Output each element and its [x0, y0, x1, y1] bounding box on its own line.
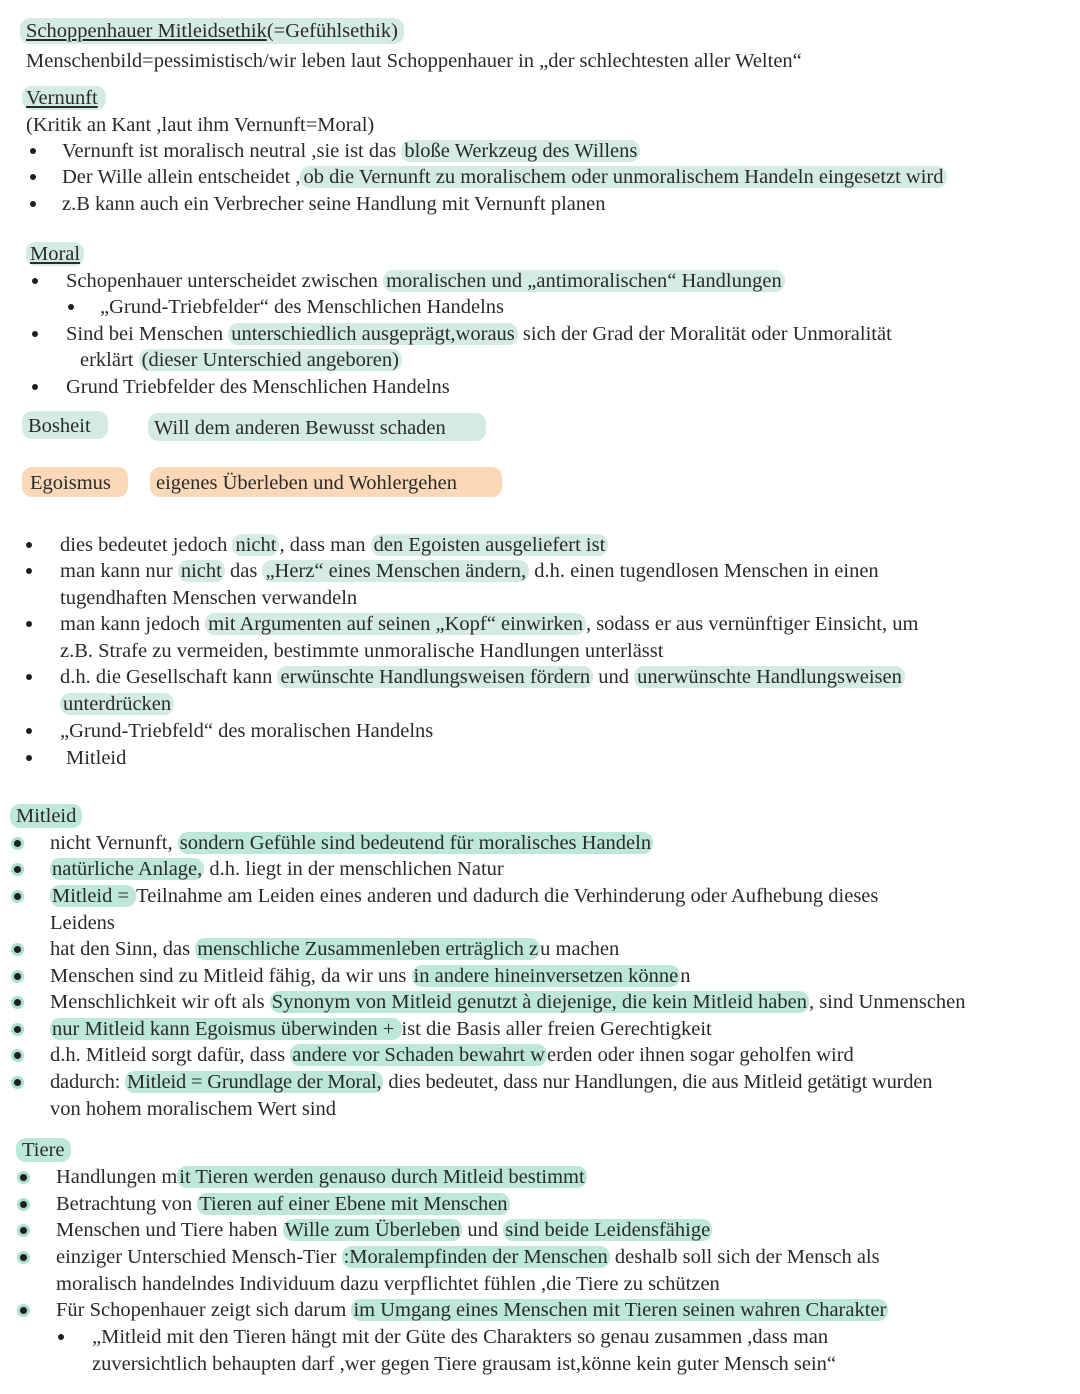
mitleid-heading: Mitleid	[10, 803, 82, 829]
bullet-dot	[14, 866, 21, 873]
quote-line: „Mitleid mit den Tieren hängt mit der Güte des Charakters so genau zusammen ,dass man	[92, 1326, 829, 1348]
bullet-dot	[14, 999, 21, 1006]
egoismus-text: eigenes Überleben und Wohlergehen	[156, 472, 458, 494]
bullet-dot	[26, 542, 32, 548]
bullet-dot	[32, 331, 38, 337]
list-item-continued: z.B. Strafe zu vermeiden, bestimmte unmoralische Handlungen unterlässt	[60, 640, 664, 662]
egoismus-label: Egoismus	[30, 472, 111, 494]
list-item: man kann jedoch mit Argumenten auf seinen „Kopf“ einwirken , sodass er aus vernünftiger Einsicht, um	[60, 613, 919, 635]
title-sub: (=Gefühlsethik)	[266, 20, 398, 42]
bullet-dot	[14, 1026, 21, 1033]
list-item-continued: von hohem moralischem Wert sind	[50, 1098, 337, 1120]
bullet-dot	[14, 1052, 21, 1059]
bosheit-text: Will dem anderen Bewusst schaden	[154, 417, 446, 439]
list-item: Grund Triebfelder des Menschlichen Handelns	[66, 376, 450, 398]
bullet-dot	[26, 728, 32, 734]
bullet-dot	[58, 1334, 64, 1340]
list-item: Mitleid = Teilnahme am Leiden eines anderen und dadurch die Verhinderung oder Aufhebung dieses	[52, 885, 879, 907]
list-item: natürliche Anlage, d.h. liegt in der menschlichen Natur	[52, 858, 504, 880]
bullet-dot	[14, 1079, 21, 1086]
list-item-continued: tugendhaften Menschen verwandeln	[60, 587, 358, 609]
bullet-dot	[20, 1174, 27, 1181]
bullet-dot	[30, 148, 36, 154]
list-item: dies bedeutet jedoch nicht , dass man den Egoisten ausgeliefert ist	[60, 532, 608, 558]
bullet-dot	[14, 840, 21, 847]
list-item: nur Mitleid kann Egoismus überwinden + ist die Basis aller freien Gerechtigkeit	[52, 1018, 712, 1040]
bullet-dot	[32, 278, 38, 284]
bosheit-label: Bosheit	[28, 415, 91, 437]
title-main: Schoppenhauer Mitleidsethik	[26, 20, 267, 42]
list-item: Der Wille allein entscheidet , ob die Vernunft zu moralischem oder unmoralischem Handeln eingesetzt wird	[62, 164, 947, 190]
quote-line: zuversichtlich behaupten darf ,wer gegen Tiere grausam ist,könne kein guter Mensch sein“	[92, 1353, 837, 1375]
list-item: Menschen sind zu Mitleid fähig, da wir uns in andere hineinversetzen können	[50, 965, 691, 987]
list-item: „Grund-Triebfeld“ des moralischen Handelns	[60, 720, 434, 742]
list-item: Für Schopenhauer zeigt sich darum im Umgang eines Menschen mit Tieren seinen wahren Charakter	[56, 1299, 887, 1321]
vernunft-heading: Vernunft	[22, 85, 106, 111]
list-item: d.h. Mitleid sorgt dafür, dass andere vor Schaden bewahrt werden oder ihnen sogar geholfen wird	[50, 1044, 854, 1066]
list-item: Handlungen mit Tieren werden genauso durch Mitleid bestimmt	[56, 1166, 585, 1188]
bullet-dot	[20, 1254, 27, 1261]
bullet-dot	[14, 973, 21, 980]
moral-heading: Moral	[26, 241, 84, 267]
list-item: Menschen und Tiere haben Wille zum Überleben und sind beide Leidensfähige	[56, 1219, 711, 1241]
list-item: Mitleid	[66, 747, 127, 769]
list-item: d.h. die Gesellschaft kann erwünschte Handlungsweisen fördern und unerwünschte Handlungsweisen	[60, 664, 905, 690]
vernunft-intro: (Kritik an Kant ,laut ihm Vernunft=Moral)	[26, 114, 375, 136]
list-item: Vernunft ist moralisch neutral ,sie ist das bloße Werkzeug des Willens	[62, 138, 640, 164]
bullet-dot	[20, 1201, 27, 1208]
bullet-dot	[20, 1227, 27, 1234]
list-item-continued: Leidens	[50, 912, 115, 934]
bullet-dot	[14, 893, 21, 900]
tiere-heading: Tiere	[16, 1137, 71, 1163]
page-title	[20, 18, 404, 44]
list-item: dadurch: Mitleid = Grundlage der Moral, dies bedeutet, dass nur Handlungen, die aus Mitleid getätigt wurden	[50, 1071, 933, 1093]
list-item: Menschlichkeit wir oft als Synonym von Mitleid genutzt à diejenige, die kein Mitleid haben, sind Unmenschen	[50, 991, 966, 1013]
bullet-dot	[26, 621, 32, 627]
bullet-dot	[68, 304, 74, 310]
list-item: z.B kann auch ein Verbrecher seine Handlung mit Vernunft planen	[62, 193, 606, 215]
list-item: Betrachtung von Tieren auf einer Ebene mit Menschen	[56, 1193, 508, 1215]
list-item: Sind bei Menschen unterschiedlich ausgeprägt,woraus sich der Grad der Moralität oder Unmoralität	[66, 323, 892, 345]
bullet-dot	[30, 201, 36, 207]
list-item-continued: unterdrücken	[60, 691, 174, 717]
bullet-dot	[26, 755, 32, 761]
list-item: „Grund-Triebfelder“ des Menschlichen Handelns	[100, 296, 504, 318]
bullet-dot	[20, 1307, 27, 1314]
bullet-dot	[14, 946, 21, 953]
bullet-dot	[30, 174, 36, 180]
list-item: einziger Unterschied Mensch-Tier :Moralempfinden der Menschen deshalb soll sich der Mensch als	[56, 1246, 880, 1268]
list-item: nicht Vernunft, sondern Gefühle sind bedeutend für moralisches Handeln	[50, 832, 652, 854]
bullet-dot	[26, 568, 32, 574]
bullet-dot	[32, 384, 38, 390]
list-item: Schopenhauer unterscheidet zwischen moralischen und „antimoralischen“ Handlungen	[66, 268, 785, 294]
list-item: hat den Sinn, das menschliche Zusammenleben erträglich zu machen	[50, 938, 620, 960]
list-item-continued: erklärt (dieser Unterschied angeboren)	[80, 347, 402, 373]
list-item-continued: moralisch handelndes Individuum dazu verpflichtet fühlen ,die Tiere zu schützen	[56, 1273, 720, 1295]
menschenbild-line: Menschenbild=pessimistisch/wir leben laut Schoppenhauer in „der schlechtesten aller Welten“	[26, 50, 802, 72]
bullet-dot	[26, 674, 32, 680]
list-item: man kann nur nicht das „Herz“ eines Menschen ändern, d.h. einen tugendlosen Menschen in einen	[60, 560, 879, 582]
